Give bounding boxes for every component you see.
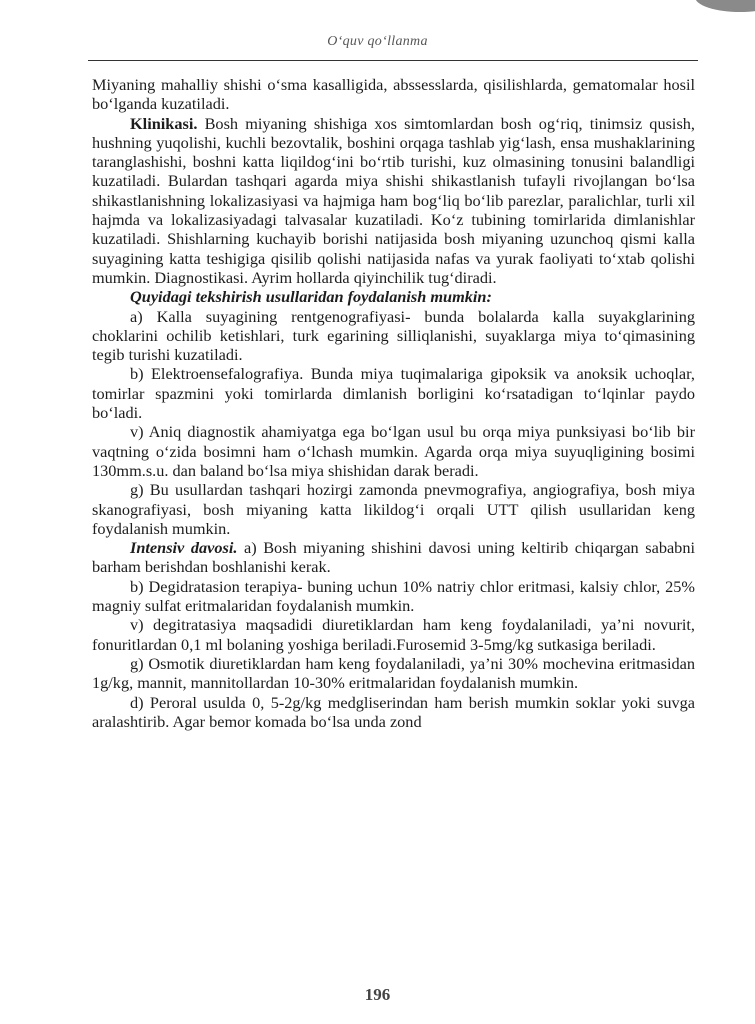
paragraph-text: v) degitratasiya maqsadidi diuretiklardan ham keng foydalaniladi, ya’ni novurit, fonuritlardan 0,1 ml bolaning yoshiga beriladi.Furosemid 3-5mg/kg sutkasiga beriladi.	[92, 615, 695, 654]
header-rule	[88, 60, 698, 61]
page-corner-shadow	[695, 0, 755, 12]
paragraph-text: Miyaning mahalliy shishi o‘sma kasalligida, abssesslarda, qisilishlarda, gematomalar hosil bo‘lganda kuzatiladi.	[92, 75, 695, 114]
paragraph-item-g	[92, 480, 695, 538]
paragraph-intro	[92, 75, 695, 114]
paragraph-text: a) Kalla suyagining rentgenografiyasi- bunda bolalarda kalla suyakglarining choklarini ochilib ketishlari, turk egarining silliqlanishi, suyaklarga miya to‘qimasining tegib turishi kuzatiladi.	[92, 306, 695, 365]
paragraph-clinic	[92, 114, 695, 288]
paragraph-text: v) Aniq diagnostik ahamiyatga ega bo‘lgan usul bu orqa miya punksiyasi bo‘lib bir vaqtning o‘zida bosimni ham o‘lchash mumkin. Agarda orqa miya suyuqligining bosimi 130mm.s.u. dan baland bo‘lsa miya shishidan darak beradi.	[92, 422, 695, 480]
paragraph-text: Bosh miyaning shishiga xos simtomlardan bosh og‘riq, tinimsiz qusish, hushning yuqolishi, kuchli bezovtalik, boshini orqaga tashlab yig‘lash, ensa mushaklarining taranglashishi, boshni katta liqildog‘ini bo‘rtib turishi, kuz olmasining tonusini balandligi kuzatiladi. Bulardan tashqari agarda miya shishi shikastlanish tufayli rivojlangan bo‘lsa shikastlanishning lokalizasiyasi va hajmiga ham bog‘liq bo‘lib parezlar, paralichlar, turli xil hajmda va lokalizasiyadagi talvasalar kuzatiladi. Ko‘z tubining tomirlarida dimlanishlar kuzatiladi. Shishlarning kuchayib borishi natijasida bosh miyaning uzunchoq qismi kalla suyagining katta teshigiga qisilib qolishi natijasida nafas va yurak faoliyati to‘xtab qolishi mumkin. Diagnostikasi. Ayrim hollarda qiyinchilik tug‘diradi.	[92, 113, 695, 287]
paragraph-item-b	[92, 364, 695, 422]
paragraph-therapy-v	[92, 615, 695, 654]
paragraph-text: g) Osmotik diuretiklardan ham keng foydalaniladi, ya’ni 30% mochevina eritmasidan 1g/kg, mannit, mannitollardan 10-30% eritmalaridan foydalanish mumkin.	[92, 653, 695, 693]
section-heading-methods: Quyidagi tekshirish usullaridan foydalanish mumkin:	[130, 287, 492, 307]
paragraph-therapy-d	[92, 693, 695, 732]
paragraph-text: b) Elektroensefalografiya. Bunda miya tuqimalariga gipoksik va anoksik uchoqlar, tomirlar spazmini yoki tomirlarda dimlanish borligini ko‘rsatadigan to‘lqinlar paydo bo‘ladi.	[92, 364, 695, 423]
paragraph-intensive-therapy	[92, 538, 695, 577]
paragraph-item-v	[92, 422, 695, 480]
section-heading-intensive: Intensiv davosi.	[130, 538, 238, 558]
paragraph-item-a	[92, 307, 695, 365]
body-text	[92, 75, 695, 731]
paragraph-text: b) Degidratasion terapiya- buning uchun 10% natriy chlor eritmasi, kalsiy chlor, 25% magniy sulfat eritmalaridan foydalanish mumkin.	[92, 576, 695, 616]
page-number: 196	[364, 985, 391, 1004]
paragraph-text: d) Peroral usulda 0, 5-2g/kg medgliserindan ham berish mumkin soklar yoki suvga aralashtirib. Agar bemor komada bo‘lsa unda zond	[92, 692, 695, 731]
section-heading-clinic: Klinikasi.	[130, 113, 198, 133]
paragraph-therapy-b	[92, 577, 695, 616]
running-header: O‘quv qo‘llanma	[327, 34, 428, 49]
paragraph-text: g) Bu usullardan tashqari hozirgi zamonda pnevmografiya, angiografiya, bosh miya skanografiyasi, bosh miyaning katta likildog‘i orqali UTT qilish usullaridan keng foydalanish mumkin.	[92, 480, 695, 538]
paragraph-text: a) Bosh miyaning shishini davosi uning keltirib chiqargan sababni barham berishdan boshlanishi kerak.	[92, 538, 695, 577]
paragraph-methods-heading	[92, 287, 695, 306]
paragraph-therapy-g	[92, 654, 695, 693]
